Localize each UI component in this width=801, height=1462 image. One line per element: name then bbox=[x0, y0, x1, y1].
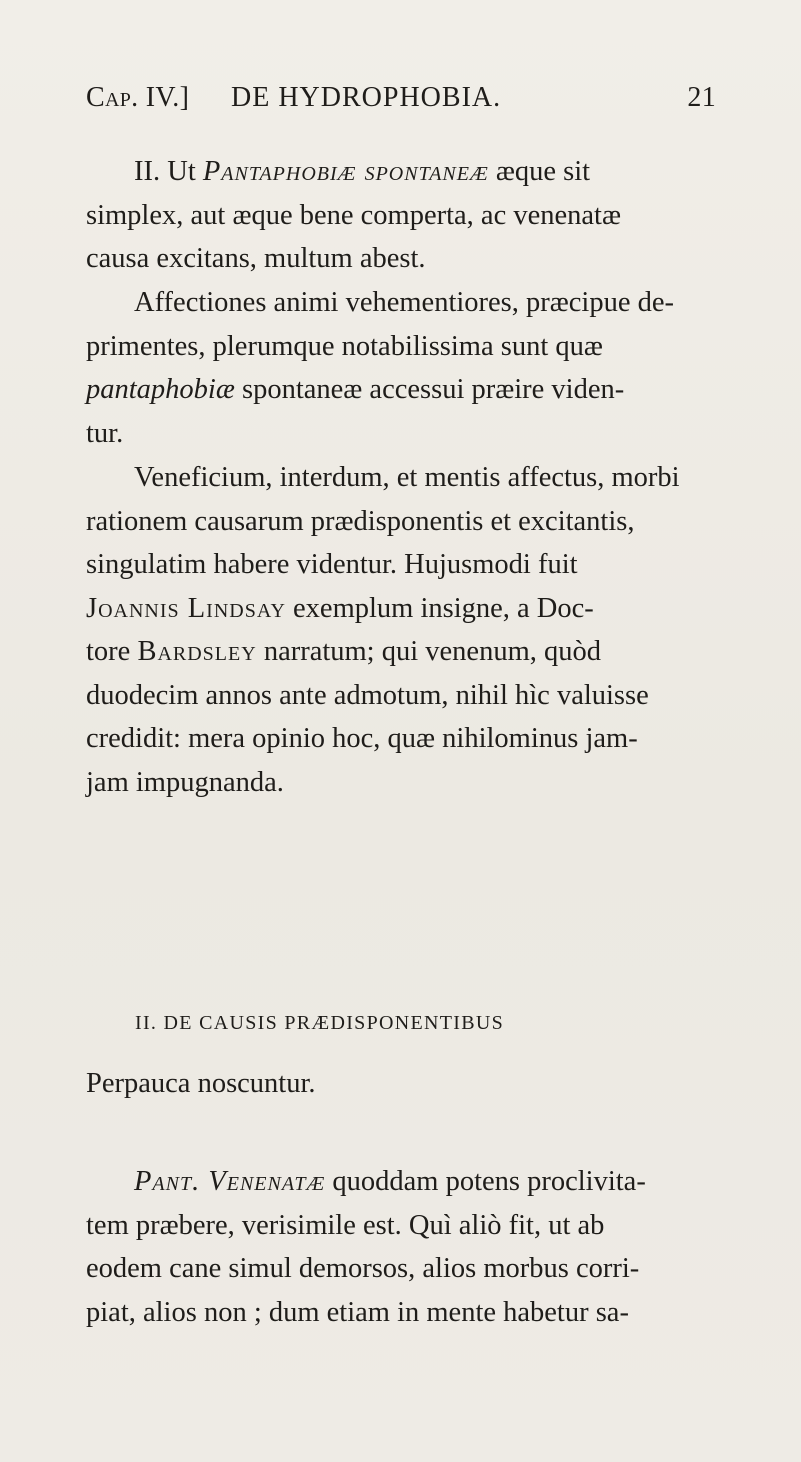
text-line: credidit: mera opinio hoc, quæ nihilominus jam- bbox=[86, 723, 638, 754]
italic-term: Pant. Venenatæ bbox=[134, 1166, 326, 1197]
text-line: tur. bbox=[86, 417, 124, 449]
text-line: Affectiones animi vehementiores, præcipue de- bbox=[134, 287, 674, 318]
text-line: simplex, aut æque bene comperta, ac venenatæ bbox=[86, 199, 621, 231]
text-line: rationem causarum prædisponentis et excitantis, bbox=[86, 505, 635, 537]
text-line: eodem cane simul demorsos, alios morbus corri- bbox=[86, 1253, 640, 1284]
text-line: pantaphobiæ spontaneæ accessui præire viden- bbox=[86, 374, 625, 405]
text-line: II. Ut Pantaphobiæ spontaneæ æque sit bbox=[134, 156, 591, 187]
page-number: 21 bbox=[687, 82, 716, 113]
text-line: jam impugnanda. bbox=[86, 766, 284, 798]
text-line: causa excitans, multum abest. bbox=[86, 243, 426, 274]
italic-term: Pantaphobiæ spontaneæ bbox=[202, 156, 489, 187]
italic-term: pantaphobiæ bbox=[86, 374, 235, 405]
paragraph-pant-venenatae bbox=[86, 1160, 718, 1334]
text-line: piat, alios non ; dum etiam in mente habetur sa- bbox=[86, 1296, 629, 1328]
chapter-label: Cap. IV.] bbox=[86, 82, 190, 113]
text-line: Veneficium, interdum, et mentis affectus, morbi bbox=[134, 462, 680, 493]
text-line: Joannis Lindsay exemplum insigne, a Doc- bbox=[86, 592, 594, 624]
paragraph-veneficium bbox=[86, 456, 718, 804]
text-line: singulatim habere videntur. Hujusmodi fuit bbox=[86, 549, 578, 580]
running-title: DE HYDROPHOBIA. bbox=[231, 82, 502, 113]
paragraph-affectiones bbox=[86, 281, 718, 455]
text-line: primentes, plerumque notabilissima sunt quæ bbox=[86, 330, 603, 362]
running-header bbox=[86, 82, 716, 126]
text-line: Pant. Venenatæ quoddam potens proclivita- bbox=[134, 1166, 646, 1197]
paragraph-perpauca bbox=[86, 1062, 718, 1106]
text-line: tem præbere, verisimile est. Quì aliò fit, ut ab bbox=[86, 1209, 605, 1241]
person-name: Bardsley bbox=[137, 636, 257, 667]
person-name: Joannis Lindsay bbox=[86, 592, 286, 624]
text-line: Perpauca noscuntur. bbox=[86, 1068, 316, 1099]
text-line: tore Bardsley narratum; qui venenum, quòd bbox=[86, 636, 601, 667]
text-line: duodecim annos ante admotum, nihil hìc valuisse bbox=[86, 679, 649, 711]
paragraph-pantaphobia-spontanea bbox=[86, 150, 718, 281]
section-heading: II. DE CAUSIS PRÆDISPONENTIBUS bbox=[135, 1012, 505, 1034]
